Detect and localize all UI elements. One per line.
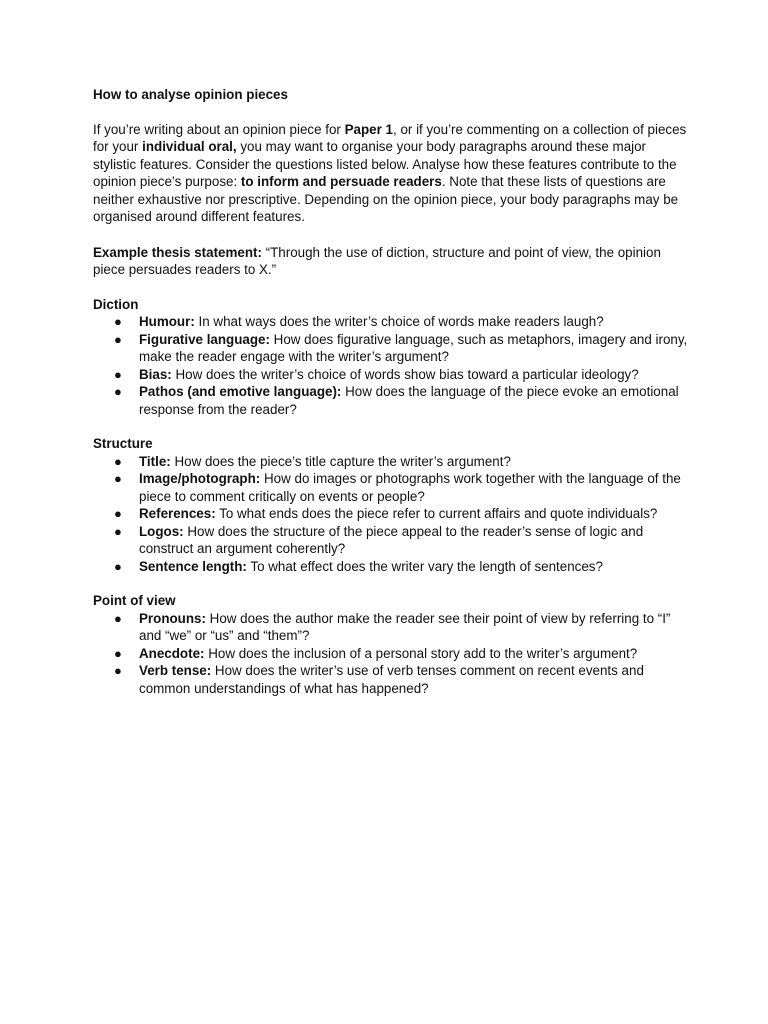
item-term: Humour: — [139, 314, 195, 329]
bullet-icon: ● — [114, 523, 122, 539]
intro-text-4: . Note that these lists of questions are neither exhaustive nor prescriptive. Depending on the opinion piece, your body paragraphs may be organised around different features. — [93, 174, 679, 224]
thesis-label: Example thesis statement: — [93, 244, 262, 260]
bullet-icon: ● — [114, 331, 122, 347]
item-term: Verb tense: — [139, 663, 212, 678]
bullet-icon: ● — [114, 663, 122, 678]
intro-bold-paper-1: Paper 1 — [344, 121, 393, 137]
item-text: How does the writer’s choice of words show bias toward a particular ideology? — [171, 366, 639, 382]
item-term: Sentence length: — [139, 558, 247, 574]
intro-paragraph — [93, 121, 688, 226]
intro-text-3: you may want to organise your body paragraphs around these major stylistic features. Consider the questions listed below. Analyse how these features contribute to the opinion piece’s purpose: — [93, 139, 677, 189]
list-item — [93, 383, 688, 418]
intro-bold-individual-oral: individual oral, — [142, 139, 237, 154]
item-text: How does the writer’s use of verb tenses comment on recent events and common understandings of what has happened? — [139, 663, 644, 696]
structure-list — [93, 453, 688, 576]
item-term: Pronouns: — [139, 610, 206, 626]
bullet-icon: ● — [114, 645, 122, 661]
item-text: How does the structure of the piece appeal to the reader’s sense of logic and construct an argument coherently? — [139, 523, 644, 556]
item-text: How does the language of the piece evoke an emotional response from the reader? — [139, 384, 679, 417]
item-term: Title: — [139, 453, 171, 469]
bullet-icon: ● — [114, 558, 122, 574]
thesis-paragraph — [93, 244, 688, 279]
page-title: How to analyse opinion pieces — [93, 87, 288, 102]
bullet-icon: ● — [114, 384, 122, 399]
item-text: How does figurative language, such as metaphors, imagery and irony, make the reader engage with the writer’s argument? — [139, 331, 688, 364]
list-item — [93, 662, 688, 697]
item-term: Bias: — [139, 366, 172, 382]
intro-text-2: , or if you’re commenting on a collection of pieces for your — [93, 121, 687, 154]
list-item — [93, 313, 688, 331]
list-item — [93, 331, 688, 366]
point-of-view-list — [93, 610, 688, 698]
bullet-icon: ● — [114, 366, 122, 382]
bullet-icon: ● — [114, 314, 122, 329]
item-term: Pathos (and emotive language): — [139, 384, 342, 399]
intro-text-1: If you’re writing about an opinion piece for — [93, 121, 345, 137]
item-text: How does the inclusion of a personal story add to the writer’s argument? — [204, 645, 638, 661]
thesis-text: “Through the use of diction, structure and point of view, the opinion piece persuades readers to X.” — [93, 244, 661, 277]
item-term: Logos: — [139, 523, 184, 539]
item-text: To what effect does the writer vary the length of sentences? — [246, 558, 603, 574]
section-heading-diction: Diction — [93, 296, 139, 312]
item-text: How does the piece’s title capture the writer’s argument? — [170, 453, 511, 469]
item-term: Anecdote: — [139, 645, 205, 661]
item-text: In what ways does the writer’s choice of words make readers laugh? — [194, 314, 604, 329]
section-heading-point-of-view: Point of view — [93, 593, 176, 608]
bullet-icon: ● — [114, 506, 122, 521]
diction-list — [93, 313, 688, 418]
list-item — [93, 470, 688, 505]
list-item — [93, 453, 688, 471]
item-term: References: — [139, 506, 216, 521]
section-heading-structure: Structure — [93, 436, 153, 451]
item-term: Image/photograph: — [139, 471, 261, 486]
list-item — [93, 558, 688, 576]
list-item — [93, 366, 688, 384]
list-item — [93, 523, 688, 558]
item-term: Figurative language: — [139, 331, 270, 347]
list-item — [93, 610, 688, 645]
bullet-icon: ● — [114, 610, 122, 626]
item-text: How do images or photographs work together with the language of the piece to comment critically on events or people? — [139, 471, 681, 504]
list-item — [93, 505, 688, 523]
list-item — [93, 645, 688, 663]
bullet-icon: ● — [114, 453, 122, 469]
item-text: To what ends does the piece refer to current affairs and quote individuals? — [215, 506, 658, 521]
bullet-icon: ● — [114, 471, 122, 486]
intro-bold-purpose: to inform and persuade readers — [240, 174, 442, 189]
item-text: How does the author make the reader see their point of view by referring to “I” and “we” or “us” and “them”? — [139, 610, 671, 643]
